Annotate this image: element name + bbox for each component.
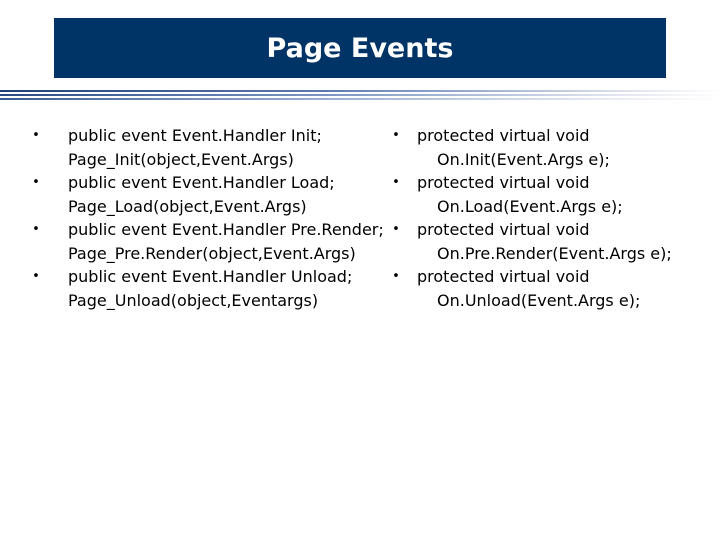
event-list: [30, 124, 384, 312]
bullet-icon: •: [32, 222, 40, 237]
item-line-2: On.Unload(Event.Args e);: [437, 290, 641, 310]
item-line-2: On.Pre.Render(Event.Args e);: [437, 243, 672, 263]
left-column: [30, 124, 384, 312]
list-item: [30, 171, 380, 218]
rule-line-3: [0, 98, 720, 100]
bullet-icon: •: [392, 269, 400, 284]
item-line-1: public event Event.Handler Load;: [68, 173, 335, 192]
list-item: [30, 265, 380, 312]
bullet-icon: •: [32, 128, 40, 143]
item-line-2: Page_Unload(object,Eventargs): [68, 290, 319, 310]
right-column: [390, 124, 700, 312]
bullet-icon: •: [392, 128, 400, 143]
decorative-rule: [0, 90, 720, 102]
bullet-icon: •: [392, 175, 400, 190]
method-list: [390, 124, 700, 312]
item-line-1: protected virtual void: [417, 173, 590, 192]
page-title: Page Events: [266, 32, 454, 64]
item-line-2: Page_Load(object,Event.Args): [68, 196, 307, 216]
bullet-icon: •: [392, 222, 400, 237]
item-line-1: public event Event.Handler Init;: [68, 126, 322, 145]
list-item: [390, 218, 700, 265]
item-line-1: public event Event.Handler Unload;: [68, 267, 353, 286]
list-item: [390, 265, 700, 312]
bullet-icon: •: [32, 175, 40, 190]
item-line-2: Page_Init(object,Event.Args): [68, 149, 294, 169]
title-bar: [54, 18, 666, 78]
item-line-1: public event Event.Handler Pre.Render;: [68, 220, 384, 239]
list-item: [30, 124, 380, 171]
rule-line-1: [0, 90, 720, 92]
bullet-icon: •: [32, 269, 40, 284]
list-item: [30, 218, 384, 265]
item-line-2: On.Load(Event.Args e);: [437, 196, 623, 216]
rule-line-2: [0, 94, 720, 96]
item-line-1: protected virtual void: [417, 126, 590, 145]
item-line-1: protected virtual void: [417, 220, 590, 239]
item-line-1: protected virtual void: [417, 267, 590, 286]
item-line-2: Page_Pre.Render(object,Event.Args): [68, 243, 356, 263]
item-line-2: On.Init(Event.Args e);: [437, 149, 610, 169]
list-item: [390, 124, 700, 171]
list-item: [390, 171, 700, 218]
